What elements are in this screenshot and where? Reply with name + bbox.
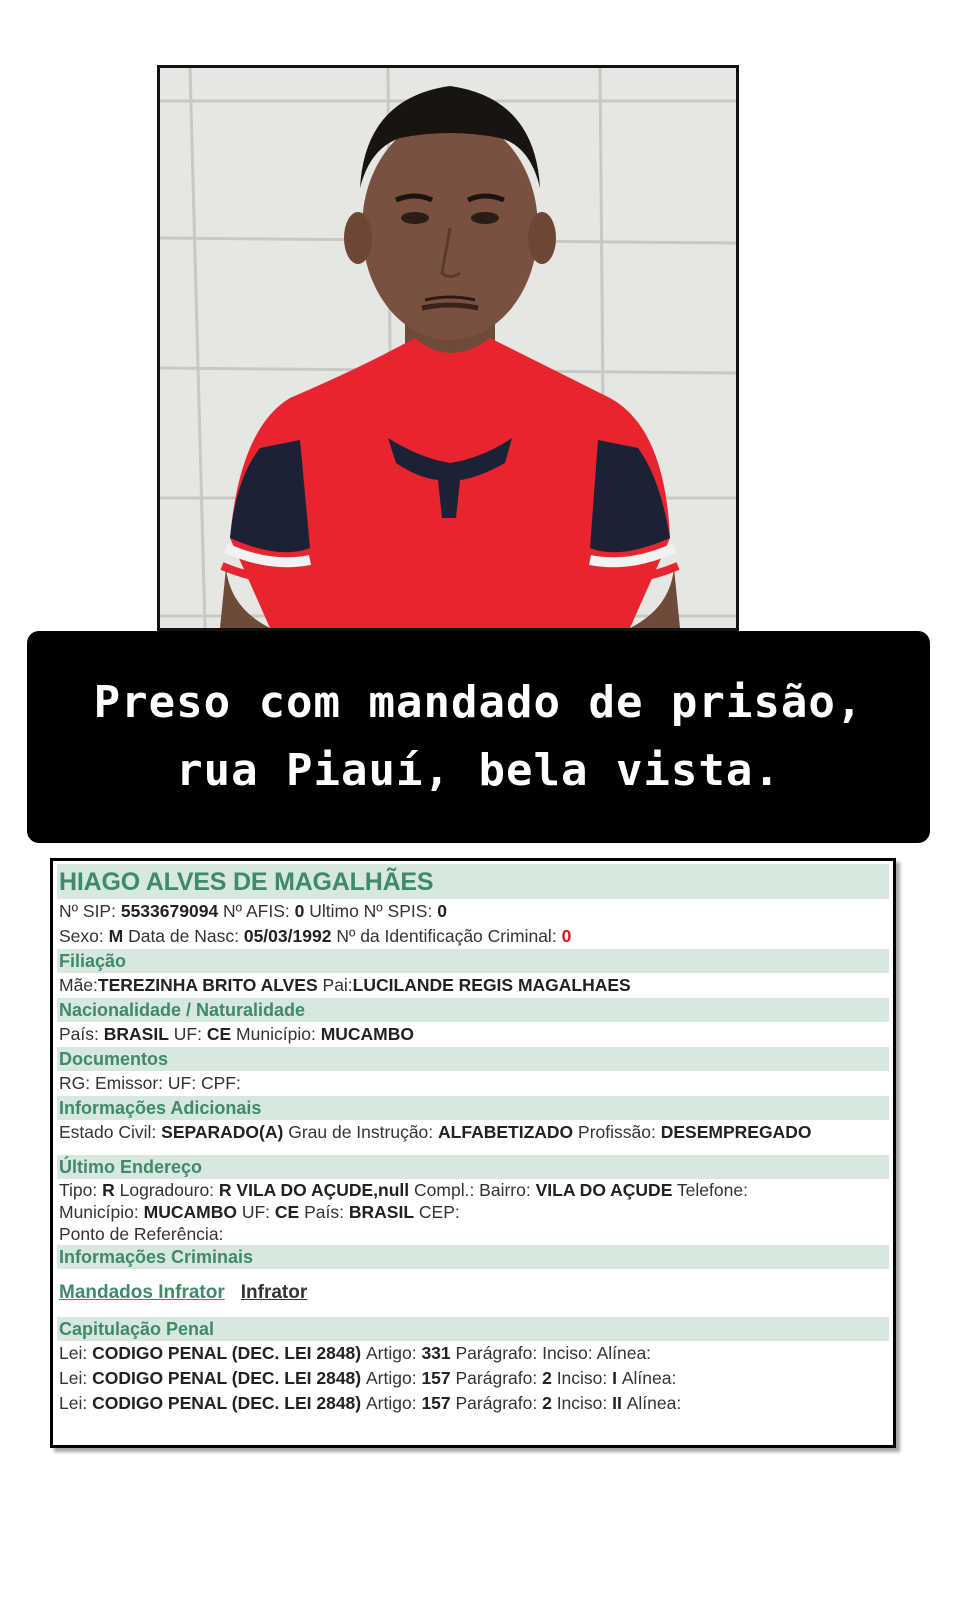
end-pais-label: País: bbox=[304, 1202, 344, 1222]
personal-row bbox=[57, 924, 889, 949]
cap-label: Artigo: bbox=[365, 1393, 422, 1413]
mugshot-illustration bbox=[160, 68, 736, 628]
criminal-record-card bbox=[50, 858, 896, 1448]
endereco-row-3: Ponto de Referência: bbox=[59, 1224, 224, 1244]
instrucao-label: Grau de Instrução: bbox=[288, 1122, 434, 1142]
infrator-link[interactable]: Infrator bbox=[240, 1282, 308, 1303]
cap-label: Lei: bbox=[59, 1368, 93, 1388]
nacionalidade-row bbox=[57, 1022, 889, 1047]
endereco-block bbox=[57, 1179, 889, 1245]
sexo-value: M bbox=[108, 926, 124, 946]
end-pais-value: BRASIL bbox=[348, 1202, 415, 1222]
cap-value: 331 bbox=[421, 1343, 456, 1363]
section-criminais: Informações Criminais bbox=[57, 1245, 889, 1269]
municipio-label: Município: bbox=[236, 1024, 316, 1044]
cap-label: Alínea: bbox=[621, 1368, 677, 1388]
cap-label: Inciso: bbox=[556, 1393, 613, 1413]
cap-label: Alínea: bbox=[626, 1393, 682, 1413]
end-municipio-value: MUCAMBO bbox=[143, 1202, 237, 1222]
documentos-row: RG: Emissor: UF: CPF: bbox=[59, 1073, 241, 1093]
cap-label: Lei: bbox=[59, 1343, 93, 1363]
end-uf-value: CE bbox=[274, 1202, 300, 1222]
section-endereco: Último Endereço bbox=[57, 1155, 889, 1179]
pai-label: Pai: bbox=[322, 975, 353, 995]
ids-row bbox=[57, 899, 889, 924]
sip-value: 5533679094 bbox=[120, 901, 219, 921]
uf-value: CE bbox=[206, 1024, 232, 1044]
sexo-label: Sexo: bbox=[59, 926, 104, 946]
afis-value: 0 bbox=[294, 901, 305, 921]
section-capitulacao: Capitulação Penal bbox=[57, 1317, 889, 1341]
cap-label: Parágrafo: bbox=[455, 1343, 543, 1363]
pai-value: LUCILANDE REGIS MAGALHAES bbox=[352, 975, 631, 995]
mae-value: TEREZINHA BRITO ALVES bbox=[97, 975, 318, 995]
pais-value: BRASIL bbox=[103, 1024, 169, 1044]
idcrim-value: 0 bbox=[561, 926, 572, 946]
logradouro-value: R VILA DO AÇUDE,null bbox=[218, 1180, 410, 1200]
cap-value: CODIGO PENAL (DEC. LEI 2848) bbox=[92, 1368, 366, 1388]
caption-line-1: Preso com mandado de prisão, bbox=[93, 677, 864, 728]
capitulacao-row bbox=[57, 1366, 889, 1391]
cap-label: Inciso: bbox=[542, 1343, 597, 1363]
cep-label: CEP: bbox=[418, 1202, 460, 1222]
mandados-infrator-link[interactable]: Mandados Infrator bbox=[59, 1282, 225, 1303]
cap-value: 157 bbox=[421, 1393, 456, 1413]
logradouro-label: Logradouro: bbox=[119, 1180, 215, 1200]
uf-label: UF: bbox=[173, 1024, 202, 1044]
instrucao-value: ALFABETIZADO bbox=[438, 1122, 574, 1142]
cap-label: Parágrafo: bbox=[455, 1393, 543, 1413]
compl-bairro-label: Compl.: Bairro: bbox=[414, 1180, 531, 1200]
cap-label: Alínea: bbox=[596, 1343, 652, 1363]
mugshot-photo bbox=[157, 65, 739, 631]
criminal-links bbox=[57, 1269, 889, 1317]
cap-label: Lei: bbox=[59, 1393, 93, 1413]
person-name: HIAGO ALVES DE MAGALHÃES bbox=[57, 864, 889, 899]
mae-label: Mãe: bbox=[59, 975, 98, 995]
spis-label: Ultimo Nº SPIS: bbox=[309, 901, 433, 921]
cap-value: 2 bbox=[542, 1393, 557, 1413]
tipo-value: R bbox=[102, 1180, 115, 1200]
end-uf-label: UF: bbox=[241, 1202, 271, 1222]
cap-value: 157 bbox=[421, 1368, 456, 1388]
afis-label: Nº AFIS: bbox=[223, 901, 290, 921]
spis-value: 0 bbox=[437, 901, 447, 921]
adicionais-row bbox=[57, 1120, 889, 1145]
caption-line-2: rua Piauí, bela vista. bbox=[176, 745, 781, 796]
capitulacao-row bbox=[57, 1391, 889, 1416]
caption-banner bbox=[27, 631, 930, 843]
cap-value: II bbox=[612, 1393, 627, 1413]
profissao-value: DESEMPREGADO bbox=[660, 1122, 812, 1142]
tipo-label: Tipo: bbox=[59, 1180, 98, 1200]
cap-value: CODIGO PENAL (DEC. LEI 2848) bbox=[92, 1343, 366, 1363]
section-nacionalidade: Nacionalidade / Naturalidade bbox=[57, 998, 889, 1022]
capitulacao-row bbox=[57, 1341, 889, 1366]
cap-label: Parágrafo: bbox=[455, 1368, 543, 1388]
idcrim-label: Nº da Identificação Criminal: bbox=[336, 926, 557, 946]
nasc-label: Data de Nasc: bbox=[128, 926, 239, 946]
telefone-label: Telefone: bbox=[676, 1180, 748, 1200]
cap-value: 2 bbox=[542, 1368, 557, 1388]
section-documentos: Documentos bbox=[57, 1047, 889, 1071]
filiacao-row bbox=[57, 973, 889, 998]
cap-label: Artigo: bbox=[365, 1343, 422, 1363]
capitulacao-rows bbox=[57, 1341, 889, 1416]
cap-value: CODIGO PENAL (DEC. LEI 2848) bbox=[92, 1393, 366, 1413]
section-adicionais: Informações Adicionais bbox=[57, 1096, 889, 1120]
cap-label: Inciso: bbox=[556, 1368, 613, 1388]
endereco-row-2 bbox=[57, 1201, 889, 1223]
cap-label: Artigo: bbox=[365, 1368, 422, 1388]
end-municipio-label: Município: bbox=[59, 1202, 139, 1222]
pais-label: País: bbox=[59, 1024, 99, 1044]
bairro-value: VILA DO AÇUDE bbox=[535, 1180, 673, 1200]
endereco-row-1 bbox=[57, 1179, 889, 1201]
profissao-label: Profissão: bbox=[578, 1122, 656, 1142]
sip-label: Nº SIP: bbox=[59, 901, 116, 921]
civil-label: Estado Civil: bbox=[59, 1122, 157, 1142]
municipio-value: MUCAMBO bbox=[320, 1024, 415, 1044]
section-filiacao: Filiação bbox=[57, 949, 889, 973]
nasc-value: 05/03/1992 bbox=[243, 926, 332, 946]
civil-value: SEPARADO(A) bbox=[161, 1122, 284, 1142]
cap-value: I bbox=[612, 1368, 622, 1388]
